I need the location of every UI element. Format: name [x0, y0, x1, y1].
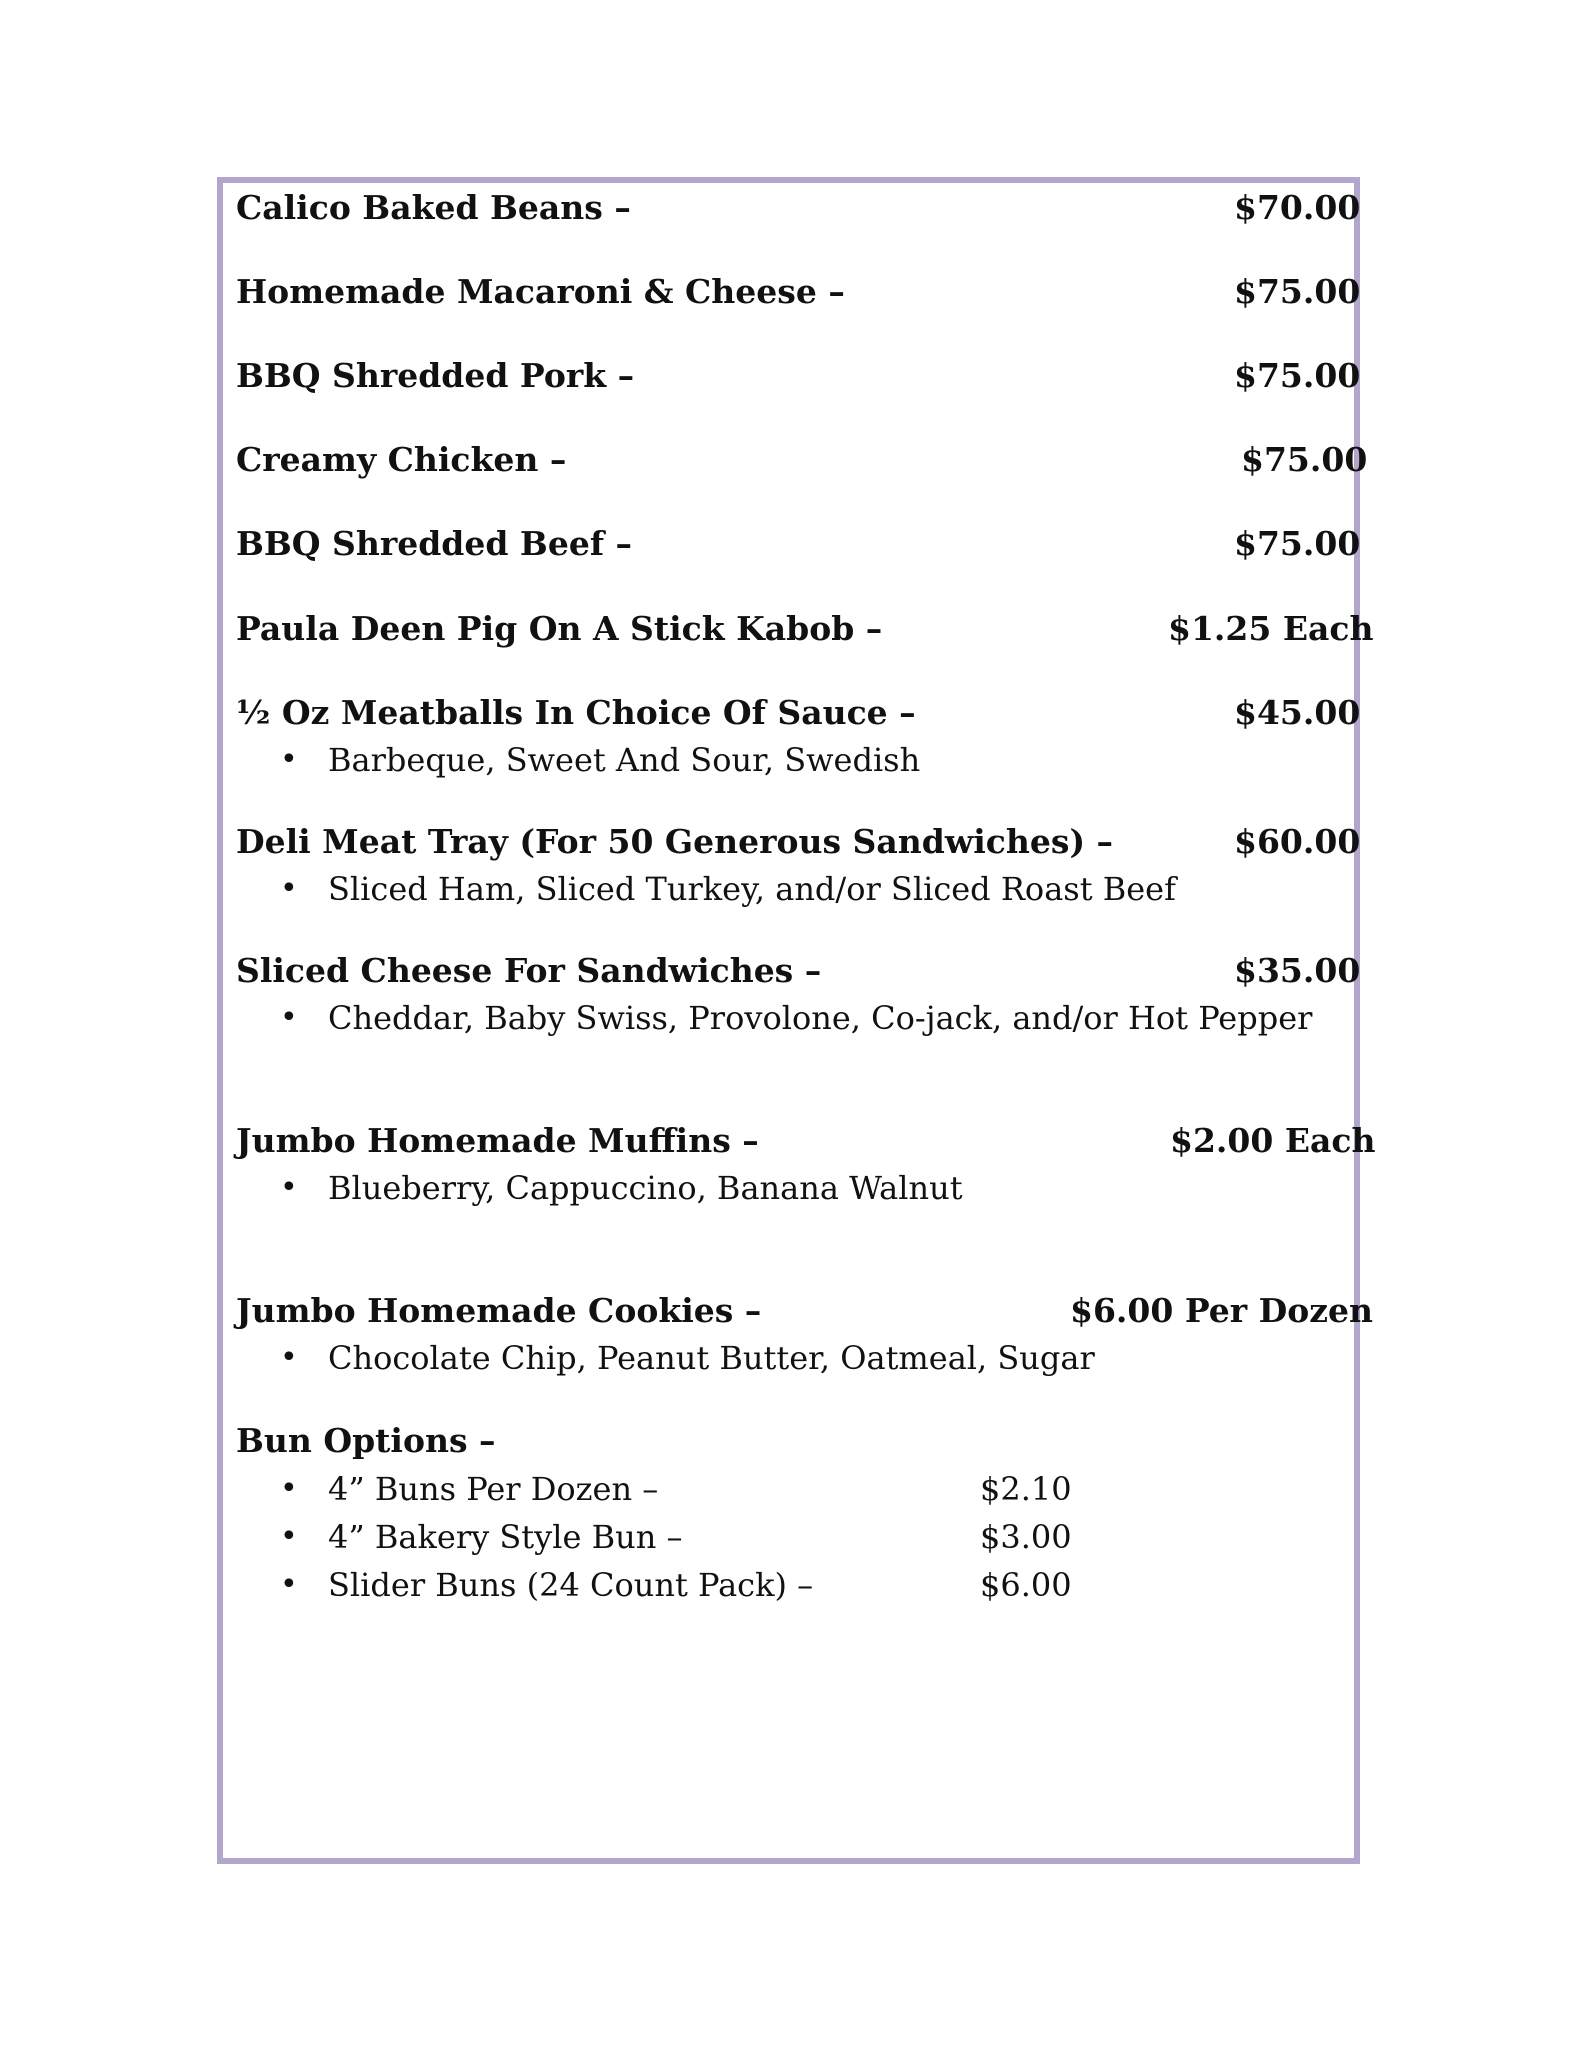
item-detail-text: Chocolate Chip, Peanut Butter, Oatmeal, Sugar [328, 1339, 1095, 1377]
item-name: Sliced Cheese For Sandwiches – [236, 951, 822, 990]
menu-item [236, 818, 1361, 866]
bullet: • [280, 1567, 298, 1602]
item-name: Creamy Chicken – [236, 440, 567, 479]
menu-item [236, 1117, 1376, 1165]
bun-option-price: $3.00 [980, 1518, 1072, 1556]
menu-item [236, 947, 1361, 995]
bun-options-title: Bun Options – [236, 1421, 496, 1460]
menu-item [236, 520, 1361, 568]
bullet: • [280, 871, 298, 906]
item-name: Calico Baked Beans – [236, 188, 631, 227]
item-detail-text: Barbeque, Sweet And Sour, Swedish [328, 741, 921, 779]
bun-option-name: 4” Bakery Style Bun – [328, 1518, 683, 1556]
item-price: $70.00 [1234, 188, 1361, 227]
item-price: $75.00 [1241, 440, 1368, 479]
menu-item [236, 268, 1361, 316]
menu-item [236, 184, 1361, 232]
bullet: • [280, 1519, 298, 1554]
item-detail-text: Cheddar, Baby Swiss, Provolone, Co-jack, and/or Hot Pepper [328, 999, 1313, 1037]
item-price: $1.25 Each [1168, 609, 1374, 648]
bun-option-price: $2.10 [980, 1470, 1072, 1508]
menu-item [236, 605, 1374, 653]
menu-item [236, 436, 1368, 484]
item-detail-text: Sliced Ham, Sliced Turkey, and/or Sliced Roast Beef [328, 870, 1176, 908]
bullet: • [280, 1170, 298, 1205]
bullet: • [280, 1471, 298, 1506]
item-price: $75.00 [1234, 524, 1361, 563]
item-name: Deli Meat Tray (For 50 Generous Sandwiches) – [236, 822, 1114, 861]
menu-item [236, 1287, 1373, 1335]
item-price: $6.00 Per Dozen [1070, 1291, 1373, 1330]
item-name: BBQ Shredded Beef – [236, 524, 632, 563]
item-price: $75.00 [1234, 272, 1361, 311]
bun-option-price: $6.00 [980, 1566, 1072, 1604]
item-price: $2.00 Each [1170, 1121, 1376, 1160]
item-price: $45.00 [1234, 693, 1361, 732]
item-name: Jumbo Homemade Cookies – [236, 1291, 762, 1330]
item-price: $60.00 [1234, 822, 1361, 861]
item-name: Paula Deen Pig On A Stick Kabob – [236, 609, 883, 648]
item-detail-text: Blueberry, Cappuccino, Banana Walnut [328, 1169, 963, 1207]
bullet: • [280, 742, 298, 777]
item-name: BBQ Shredded Pork – [236, 356, 635, 395]
menu-item [236, 689, 1361, 737]
item-price: $35.00 [1234, 951, 1361, 990]
bun-options-heading [236, 1417, 1348, 1465]
bun-option-name: Slider Buns (24 Count Pack) – [328, 1566, 814, 1604]
bullet: • [280, 1340, 298, 1375]
item-name: Homemade Macaroni & Cheese – [236, 272, 845, 311]
item-price: $75.00 [1234, 356, 1361, 395]
bun-option-name: 4” Buns Per Dozen – [328, 1470, 659, 1508]
item-name: Jumbo Homemade Muffins – [236, 1121, 759, 1160]
item-name: ½ Oz Meatballs In Choice Of Sauce – [236, 693, 916, 732]
bullet: • [280, 1000, 298, 1035]
menu-item [236, 352, 1361, 400]
